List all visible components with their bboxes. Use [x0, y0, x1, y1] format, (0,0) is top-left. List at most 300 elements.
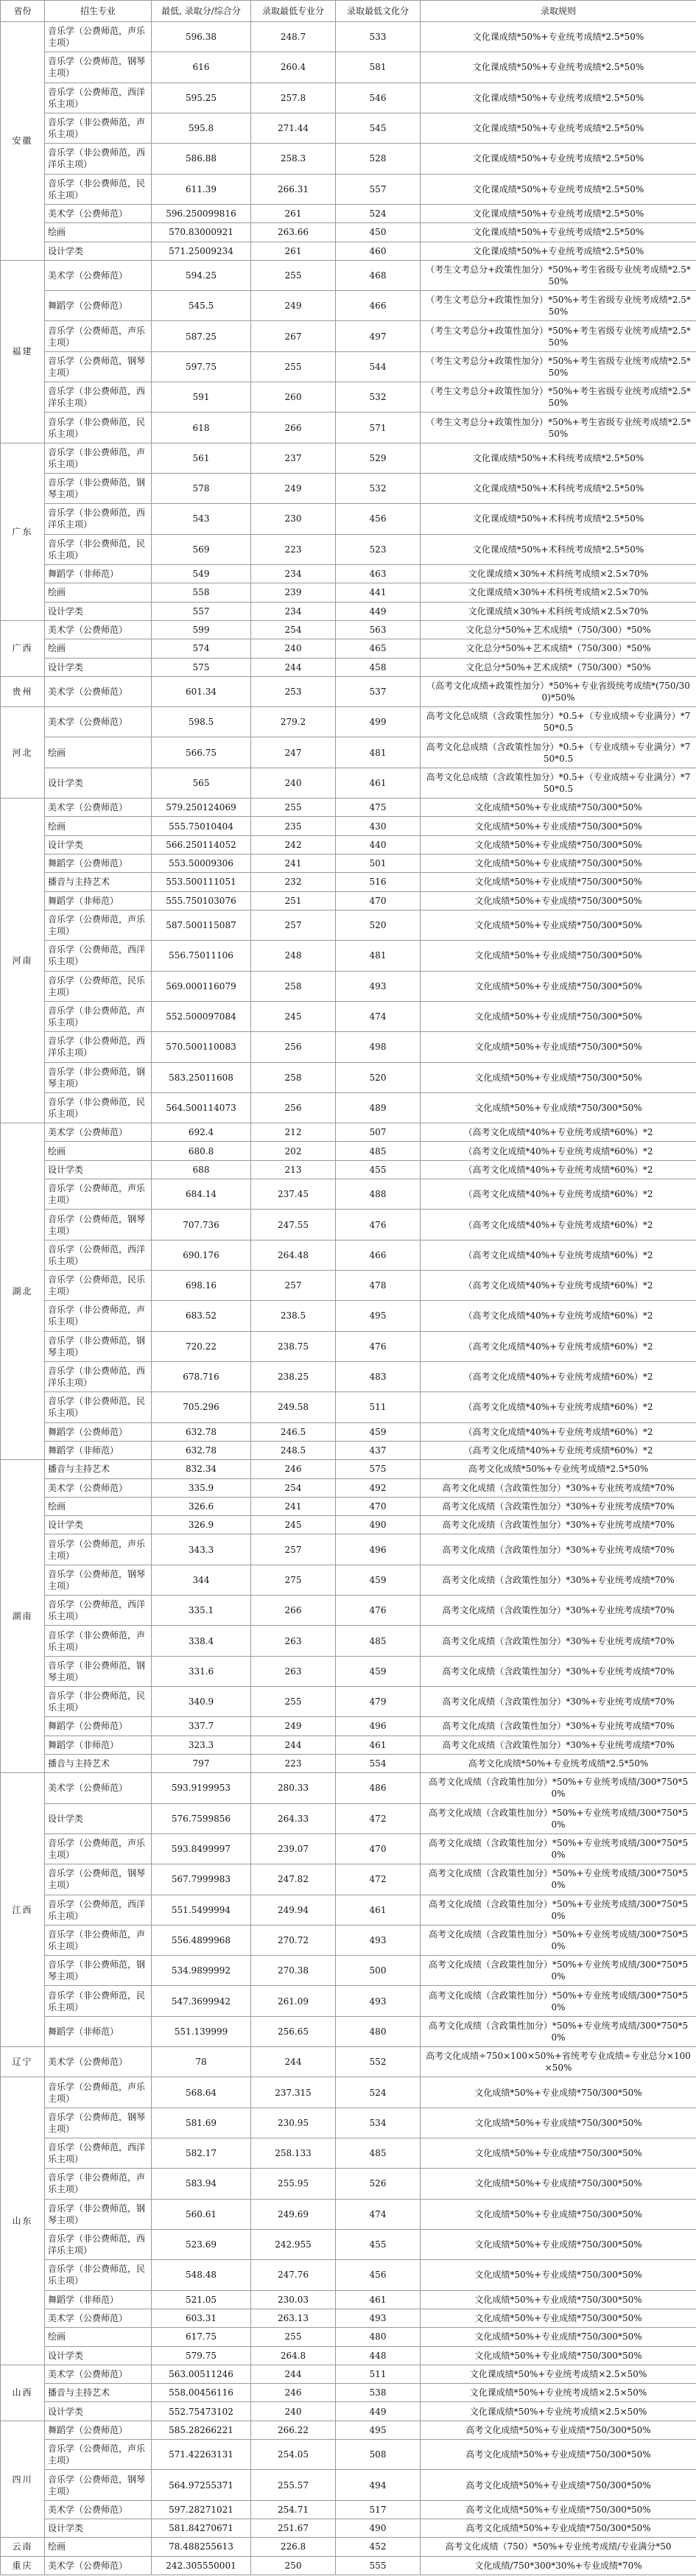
min-culture-score-cell: 557 — [336, 174, 421, 204]
min-score-cell: 552.500097084 — [152, 1001, 251, 1031]
table-row — [1, 1123, 696, 1142]
min-prof-score-cell: 230 — [251, 504, 336, 534]
major-cell: 音乐学（非公费师范，西洋乐主项） — [45, 144, 152, 174]
table-row — [1, 1460, 696, 1478]
min-score-cell: 560.61 — [152, 2199, 251, 2229]
min-culture-score-cell: 476 — [336, 1596, 421, 1626]
table-row — [1, 1717, 696, 1736]
min-prof-score-cell: 251 — [251, 891, 336, 910]
major-cell: 音乐学（公费师范，钢琴主项） — [45, 1864, 152, 1895]
major-cell: 美术学（公费师范） — [45, 2500, 152, 2519]
major-cell: 绘画 — [45, 737, 152, 768]
min-culture-score-cell: 461 — [336, 2290, 421, 2309]
min-prof-score-cell: 247.82 — [251, 1864, 336, 1895]
min-score-cell: 337.7 — [152, 1717, 251, 1736]
table-row — [1, 1754, 696, 1772]
major-cell: 播音与主持艺术 — [45, 1754, 152, 1772]
major-cell: 设计学类 — [45, 2519, 152, 2538]
table-row — [1, 174, 696, 204]
min-score-cell: 335.9 — [152, 1478, 251, 1497]
min-culture-score-cell: 459 — [336, 1656, 421, 1686]
rule-cell: 高考文化成绩*50%+专业统考成绩*2.5*50% — [421, 1460, 696, 1478]
province-cell: 重庆 — [1, 2556, 45, 2575]
min-culture-score-cell: 563 — [336, 620, 421, 639]
min-prof-score-cell: 256.65 — [251, 2016, 336, 2046]
min-culture-score-cell: 492 — [336, 1478, 421, 1497]
min-culture-score-cell: 529 — [336, 443, 421, 473]
min-score-cell: 557 — [152, 602, 251, 620]
province-cell: 湖北 — [1, 1123, 45, 1460]
min-score-cell: 603.31 — [152, 2309, 251, 2327]
min-score-cell: 570.83000921 — [152, 223, 251, 242]
min-culture-score-cell: 545 — [336, 113, 421, 143]
min-score-cell: 597.28271021 — [152, 2500, 251, 2519]
min-score-cell: 568.64 — [152, 2077, 251, 2108]
province-cell: 福建 — [1, 260, 45, 443]
major-cell: 音乐学（公费师范，西洋乐主项） — [45, 2138, 152, 2169]
min-prof-score-cell: 257 — [251, 910, 336, 940]
table-row — [1, 2138, 696, 2169]
min-prof-score-cell: 238.25 — [251, 1361, 336, 1391]
major-cell: 音乐学（非公费师范，民乐主项） — [45, 1392, 152, 1422]
rule-cell: （高考文化成绩*40%+专业统考成绩*60%）*2 — [421, 1271, 696, 1301]
rule-cell: 高考文化成绩（含政策性加分）*30%+专业统考成绩*70% — [421, 1534, 696, 1565]
min-culture-score-cell: 476 — [336, 1210, 421, 1240]
min-prof-score-cell: 263 — [251, 1656, 336, 1686]
min-score-cell: 579.250124069 — [152, 799, 251, 817]
rule-cell: 文化成绩*50%+专业成绩*750/300*50% — [421, 854, 696, 873]
table-row — [1, 2346, 696, 2365]
rule-cell: （高考文化成绩*40%+专业统考成绩*60%）*2 — [421, 1160, 696, 1179]
min-prof-score-cell: 223 — [251, 1754, 336, 1772]
major-cell: 设计学类 — [45, 1516, 152, 1534]
table-row — [1, 1032, 696, 1062]
min-score-cell: 564.97255371 — [152, 2470, 251, 2500]
min-score-cell: 553.500111051 — [152, 873, 251, 891]
major-cell: 设计学类 — [45, 2346, 152, 2365]
table-row — [1, 1142, 696, 1160]
min-culture-score-cell: 496 — [336, 1717, 421, 1736]
rule-cell: 文化课成绩*50%+术科统考成绩*2.5*50% — [421, 504, 696, 534]
rule-cell: 高考文化成绩（750）*50%+专业统考成绩/专业满分*50 — [421, 2538, 696, 2556]
min-prof-score-cell: 242.955 — [251, 2229, 336, 2259]
table-row — [1, 873, 696, 891]
min-prof-score-cell: 264.33 — [251, 1803, 336, 1833]
min-culture-score-cell: 526 — [336, 2169, 421, 2199]
min-prof-score-cell: 254 — [251, 1478, 336, 1497]
major-cell: 舞蹈学（非师范） — [45, 2016, 152, 2046]
rule-cell: 文化成绩*50%+专业成绩*750/300*50% — [421, 2138, 696, 2169]
min-culture-score-cell: 448 — [336, 2346, 421, 2365]
table-row — [1, 854, 696, 873]
table-row — [1, 1895, 696, 1925]
table-row — [1, 1956, 696, 1986]
min-prof-score-cell: 255.57 — [251, 2470, 336, 2500]
min-prof-score-cell: 261 — [251, 242, 336, 260]
min-score-cell: 555.75010404 — [152, 817, 251, 835]
min-prof-score-cell: 244 — [251, 2365, 336, 2383]
min-prof-score-cell: 242 — [251, 835, 336, 854]
min-culture-score-cell: 554 — [336, 1754, 421, 1772]
min-score-cell: 616 — [152, 52, 251, 83]
min-culture-score-cell: 486 — [336, 1773, 421, 1803]
rule-cell: 文化成绩*50%+专业成绩*750/300*50% — [421, 1001, 696, 1031]
rule-cell: 高考文化成绩（含政策性加分）*50%+专业统考成绩/300*750*50% — [421, 1925, 696, 1955]
rule-cell: （高考文化成绩*40%+专业统考成绩*60%）*2 — [421, 1301, 696, 1331]
min-prof-score-cell: 251.67 — [251, 2519, 336, 2538]
major-cell: 音乐学（公费师范，钢琴主项） — [45, 1565, 152, 1595]
major-cell: 美术学（公费师范） — [45, 2047, 152, 2077]
major-cell: 音乐学（非公费师范，声乐主项） — [45, 1925, 152, 1955]
min-prof-score-cell: 244 — [251, 658, 336, 676]
table-row — [1, 707, 696, 737]
min-culture-score-cell: 481 — [336, 737, 421, 768]
header-row — [1, 1, 696, 22]
major-cell: 设计学类 — [45, 658, 152, 676]
table-row — [1, 891, 696, 910]
min-prof-score-cell: 247 — [251, 737, 336, 768]
min-prof-score-cell: 249 — [251, 291, 336, 321]
min-score-cell: 551.5499994 — [152, 1895, 251, 1925]
min-score-cell: 569 — [152, 534, 251, 564]
min-culture-score-cell: 520 — [336, 910, 421, 940]
min-prof-score-cell: 257.8 — [251, 83, 336, 113]
min-prof-score-cell: 237 — [251, 443, 336, 473]
major-cell: 设计学类 — [45, 1160, 152, 1179]
min-prof-score-cell: 270.72 — [251, 1925, 336, 1955]
table-row — [1, 2290, 696, 2309]
rule-cell: （高考文化成绩+政策性加分）*50%+专业省级统考成绩*(750/300)*50% — [421, 676, 696, 706]
major-cell: 音乐学（公费师范，西洋乐主项） — [45, 1895, 152, 1925]
min-prof-score-cell: 255 — [251, 2328, 336, 2346]
rule-cell: 高考文化成绩（含政策性加分）*50%+专业统考成绩/300*750*50% — [421, 1833, 696, 1864]
min-score-cell: 591 — [152, 382, 251, 413]
min-score-cell: 587.25 — [152, 321, 251, 351]
rule-cell: 文化课成绩*50%+专业统考成绩*2.5*50% — [421, 174, 696, 204]
table-row — [1, 620, 696, 639]
major-cell: 舞蹈学（公费师范） — [45, 1717, 152, 1736]
min-score-cell: 558.00456116 — [152, 2384, 251, 2402]
table-row — [1, 799, 696, 817]
min-score-cell: 698.16 — [152, 1271, 251, 1301]
min-prof-score-cell: 264.48 — [251, 1240, 336, 1270]
min-score-cell: 581.84270671 — [152, 2519, 251, 2538]
rule-cell: 高考文化成绩*50%+专业成绩*750/300*50% — [421, 2470, 696, 2500]
min-culture-score-cell: 485 — [336, 1142, 421, 1160]
table-row — [1, 1001, 696, 1031]
min-culture-score-cell: 437 — [336, 1441, 421, 1459]
min-prof-score-cell: 238.5 — [251, 1301, 336, 1331]
min-culture-score-cell: 455 — [336, 1160, 421, 1179]
min-score-cell: 558 — [152, 583, 251, 602]
min-score-cell: 566.75 — [152, 737, 251, 768]
major-cell: 舞蹈学（非师范） — [45, 564, 152, 583]
table-row — [1, 1626, 696, 1656]
rule-cell: 文化课成绩*50%+专业统考成绩*2.5*50% — [421, 144, 696, 174]
table-row — [1, 1441, 696, 1459]
table-row — [1, 382, 696, 413]
rule-cell: 文化课成绩*50%+专业统考成绩×2.5×50% — [421, 2402, 696, 2421]
rule-cell: 文化课成绩*50%+专业统考成绩*2.5*50% — [421, 22, 696, 52]
min-score-cell: 576.7599856 — [152, 1803, 251, 1833]
major-cell: 舞蹈学（公费师范） — [45, 2421, 152, 2439]
table-row — [1, 2199, 696, 2229]
major-cell: 音乐学（非公费师范，声乐主项） — [45, 443, 152, 473]
min-culture-score-cell: 490 — [336, 1516, 421, 1534]
min-prof-score-cell: 258.133 — [251, 2138, 336, 2169]
min-prof-score-cell: 258 — [251, 971, 336, 1001]
major-cell: 美术学（公费师范） — [45, 1478, 152, 1497]
major-cell: 音乐学（公费师范，西洋乐主项） — [45, 941, 152, 971]
min-score-cell: 549 — [152, 564, 251, 583]
min-score-cell: 242.305550001 — [152, 2556, 251, 2575]
major-cell: 绘画 — [45, 1142, 152, 1160]
table-row — [1, 2538, 696, 2556]
rule-cell: 文化课成绩*50%+专业统考成绩*2.5*50% — [421, 83, 696, 113]
rule-cell: 文化课成绩*50%+专业统考成绩*2.5*50% — [421, 242, 696, 260]
table-row — [1, 321, 696, 351]
min-prof-score-cell: 249.94 — [251, 1895, 336, 1925]
min-score-cell: 617.75 — [152, 2328, 251, 2346]
table-row — [1, 971, 696, 1001]
min-prof-score-cell: 250 — [251, 2556, 336, 2575]
major-cell: 音乐学（非公费师范，西洋乐主项） — [45, 382, 152, 413]
min-prof-score-cell: 256 — [251, 1092, 336, 1123]
min-score-cell: 552.75473102 — [152, 2402, 251, 2421]
major-cell: 音乐学（公费师范，钢琴主项） — [45, 351, 152, 382]
min-score-cell: 578 — [152, 474, 251, 504]
min-culture-score-cell: 532 — [336, 382, 421, 413]
rule-cell: 文化课成绩*50%+术科统考成绩*2.5*50% — [421, 534, 696, 564]
min-prof-score-cell: 255 — [251, 351, 336, 382]
rule-cell: 文化总分*50%+艺术成绩*（750/300）*50% — [421, 639, 696, 658]
rule-cell: 文化成绩*50%+专业成绩*750/300*50% — [421, 2346, 696, 2365]
table-row — [1, 443, 696, 473]
min-score-cell: 571.25009234 — [152, 242, 251, 260]
rule-cell: 高考文化成绩（含政策性加分）*30%+专业统考成绩*70% — [421, 1626, 696, 1656]
major-cell: 音乐学（公费师范，钢琴主项） — [45, 2470, 152, 2500]
rule-cell: 高考文化成绩*50%+专业成绩*750/300*50% — [421, 2500, 696, 2519]
rule-cell: 高考文化成绩*50%+专业成绩*750/300*50% — [421, 2421, 696, 2439]
min-culture-score-cell: 449 — [336, 602, 421, 620]
min-prof-score-cell: 258.3 — [251, 144, 336, 174]
min-culture-score-cell: 517 — [336, 2500, 421, 2519]
table-row — [1, 2108, 696, 2138]
rule-cell: 文化成绩*50%+专业成绩*750/300*50% — [421, 835, 696, 854]
major-cell: 播音与主持艺术 — [45, 873, 152, 891]
min-prof-score-cell: 247.76 — [251, 2260, 336, 2290]
rule-cell: （考生文考总分+政策性加分）*50%+考生省级专业统考成绩*2.5*50% — [421, 413, 696, 443]
rule-cell: 高考文化成绩（含政策性加分）*50%+专业统考成绩/300*750*50% — [421, 1803, 696, 1833]
min-score-cell: 596.38 — [152, 22, 251, 52]
rule-cell: （考生文考总分+政策性加分）*50%+考生省级专业统考成绩*2.5*50% — [421, 382, 696, 413]
min-score-cell: 521.05 — [152, 2290, 251, 2309]
table-row — [1, 639, 696, 658]
province-cell: 云南 — [1, 2538, 45, 2556]
table-row — [1, 260, 696, 290]
table-row — [1, 1240, 696, 1270]
min-score-cell: 556.75011106 — [152, 941, 251, 971]
rule-cell: 文化课成绩×30%+术科统考成绩×2.5×70% — [421, 602, 696, 620]
rule-cell: 高考文化成绩（含政策性加分）*30%+专业统考成绩*70% — [421, 1596, 696, 1626]
min-prof-score-cell: 226.8 — [251, 2538, 336, 2556]
min-score-cell: 323.3 — [152, 1736, 251, 1754]
min-culture-score-cell: 575 — [336, 1460, 421, 1478]
rule-cell: 文化课成绩*50%+术科统考成绩*2.5*50% — [421, 474, 696, 504]
rule-cell: 高考文化成绩（含政策性加分）*30%+专业统考成绩*70% — [421, 1478, 696, 1497]
min-culture-score-cell: 523 — [336, 534, 421, 564]
major-cell: 音乐学（非公费师范，钢琴主项） — [45, 1656, 152, 1686]
rule-cell: 高考文化成绩*50%+专业成绩*750/300*50% — [421, 2519, 696, 2538]
major-cell: 音乐学（非公费师范，声乐主项） — [45, 1001, 152, 1031]
min-prof-score-cell: 246 — [251, 1460, 336, 1478]
province-cell: 广东 — [1, 443, 45, 620]
min-culture-score-cell: 501 — [336, 854, 421, 873]
min-prof-score-cell: 255 — [251, 260, 336, 290]
min-prof-score-cell: 241 — [251, 1497, 336, 1515]
min-prof-score-cell: 246 — [251, 2384, 336, 2402]
min-score-cell: 587.500115087 — [152, 910, 251, 940]
table-row — [1, 144, 696, 174]
province-cell: 贵州 — [1, 676, 45, 706]
table-row — [1, 1422, 696, 1441]
major-cell: 音乐学（非公费师范，民乐主项） — [45, 2260, 152, 2290]
min-culture-score-cell: 440 — [336, 835, 421, 854]
min-score-cell: 574 — [152, 639, 251, 658]
rule-cell: 高考文化成绩（含政策性加分）*50%+专业统考成绩/300*750*50% — [421, 1773, 696, 1803]
major-cell: 绘画 — [45, 2328, 152, 2346]
table-row — [1, 1565, 696, 1595]
major-cell: 音乐学（非公费师范，西洋乐主项） — [45, 1361, 152, 1391]
min-culture-score-cell: 452 — [336, 2538, 421, 2556]
major-cell: 音乐学（公费师范，声乐主项） — [45, 22, 152, 52]
header-rule: 录取规则 — [421, 1, 696, 22]
min-culture-score-cell: 546 — [336, 83, 421, 113]
min-score-cell: 579.75 — [152, 2346, 251, 2365]
table-row — [1, 83, 696, 113]
table-row — [1, 2229, 696, 2259]
major-cell: 舞蹈学（非师范） — [45, 1736, 152, 1754]
min-culture-score-cell: 472 — [336, 1864, 421, 1895]
min-prof-score-cell: 271.44 — [251, 113, 336, 143]
min-culture-score-cell: 460 — [336, 242, 421, 260]
min-prof-score-cell: 255.95 — [251, 2169, 336, 2199]
min-prof-score-cell: 248.5 — [251, 1441, 336, 1459]
min-prof-score-cell: 261.09 — [251, 1986, 336, 2016]
rule-cell: 文化成绩*50%+专业成绩*750/300*50% — [421, 2309, 696, 2327]
rule-cell: 高考文化成绩（含政策性加分）*30%+专业统考成绩*70% — [421, 1497, 696, 1515]
rule-cell: 高考文化成绩（含政策性加分）*50%+专业统考成绩/300*750*50% — [421, 1986, 696, 2016]
table-row — [1, 2421, 696, 2439]
min-prof-score-cell: 238.75 — [251, 1331, 336, 1361]
rule-cell: （高考文化成绩*40%+专业统考成绩*60%）*2 — [421, 1331, 696, 1361]
min-score-cell: 684.14 — [152, 1179, 251, 1210]
min-score-cell: 335.1 — [152, 1596, 251, 1626]
table-row — [1, 2500, 696, 2519]
min-prof-score-cell: 267 — [251, 321, 336, 351]
rule-cell: 高考文化成绩（含政策性加分）*30%+专业统考成绩*70% — [421, 1565, 696, 1595]
table-row — [1, 2016, 696, 2046]
table-row — [1, 1092, 696, 1123]
rule-cell: 高考文化成绩*50%+专业统考成绩*2.5*50% — [421, 1754, 696, 1772]
min-score-cell: 553.50009306 — [152, 854, 251, 873]
min-prof-score-cell: 261 — [251, 204, 336, 222]
table-row — [1, 242, 696, 260]
province-cell: 山东 — [1, 2077, 45, 2365]
rule-cell: 文化成绩*50%+专业成绩*750/300*50% — [421, 971, 696, 1001]
table-header — [1, 1, 696, 22]
min-culture-score-cell: 538 — [336, 2384, 421, 2402]
min-score-cell: 583.94 — [152, 2169, 251, 2199]
min-score-cell: 564.500114073 — [152, 1092, 251, 1123]
table-row — [1, 658, 696, 676]
min-score-cell: 583.25011608 — [152, 1062, 251, 1092]
table-row — [1, 1497, 696, 1515]
major-cell: 美术学（公费师范） — [45, 260, 152, 290]
major-cell: 美术学（公费师范） — [45, 1123, 152, 1142]
table-row — [1, 1803, 696, 1833]
min-score-cell: 832.34 — [152, 1460, 251, 1478]
major-cell: 美术学（公费师范） — [45, 676, 152, 706]
major-cell: 绘画 — [45, 1497, 152, 1515]
province-cell: 辽宁 — [1, 2047, 45, 2077]
table-row — [1, 1534, 696, 1565]
min-culture-score-cell: 507 — [336, 1123, 421, 1142]
min-culture-score-cell: 488 — [336, 1179, 421, 1210]
header-min-score: 最低, 录取分/综合分 — [152, 1, 251, 22]
major-cell: 播音与主持艺术 — [45, 1460, 152, 1478]
major-cell: 绘画 — [45, 223, 152, 242]
table-row — [1, 2402, 696, 2421]
major-cell: 设计学类 — [45, 242, 152, 260]
min-score-cell: 566.250114052 — [152, 835, 251, 854]
min-score-cell: 571.42263131 — [152, 2440, 251, 2470]
rule-cell: 高考文化成绩（含政策性加分）*50%+专业统考成绩/300*750*50% — [421, 1956, 696, 1986]
rule-cell: 高考文化成绩（含政策性加分）*50%+专业统考成绩/300*750*50% — [421, 2016, 696, 2046]
header-province: 省份 — [1, 1, 45, 22]
min-prof-score-cell: 280.33 — [251, 1773, 336, 1803]
province-cell: 河南 — [1, 799, 45, 1123]
min-prof-score-cell: 239.07 — [251, 1833, 336, 1864]
table-row — [1, 413, 696, 443]
min-culture-score-cell: 472 — [336, 1803, 421, 1833]
min-culture-score-cell: 461 — [336, 1895, 421, 1925]
min-culture-score-cell: 480 — [336, 2328, 421, 2346]
min-score-cell: 707.736 — [152, 1210, 251, 1240]
min-culture-score-cell: 524 — [336, 204, 421, 222]
table-row — [1, 291, 696, 321]
table-row — [1, 1271, 696, 1301]
min-score-cell: 78.488255613 — [152, 2538, 251, 2556]
min-score-cell: 338.4 — [152, 1626, 251, 1656]
min-score-cell: 581.69 — [152, 2108, 251, 2138]
min-prof-score-cell: 258 — [251, 1062, 336, 1092]
major-cell: 舞蹈学（非师范） — [45, 891, 152, 910]
min-score-cell: 611.39 — [152, 174, 251, 204]
rule-cell: （考生文考总分+政策性加分）*50%+考生省级专业统考成绩*2.5*50% — [421, 260, 696, 290]
major-cell: 音乐学（非公费师范，声乐主项） — [45, 2169, 152, 2199]
min-score-cell: 551.139999 — [152, 2016, 251, 2046]
table-row — [1, 2047, 696, 2077]
min-culture-score-cell: 465 — [336, 639, 421, 658]
table-row — [1, 1925, 696, 1955]
rule-cell: 文化成绩*50%+专业成绩*750/300*50% — [421, 817, 696, 835]
rule-cell: 文化成绩*50%+专业成绩*750/300*50% — [421, 2290, 696, 2309]
major-cell: 音乐学（非公费师范，声乐主项） — [45, 113, 152, 143]
min-culture-score-cell: 493 — [336, 971, 421, 1001]
min-score-cell: 547.3699942 — [152, 1986, 251, 2016]
table-row — [1, 22, 696, 52]
